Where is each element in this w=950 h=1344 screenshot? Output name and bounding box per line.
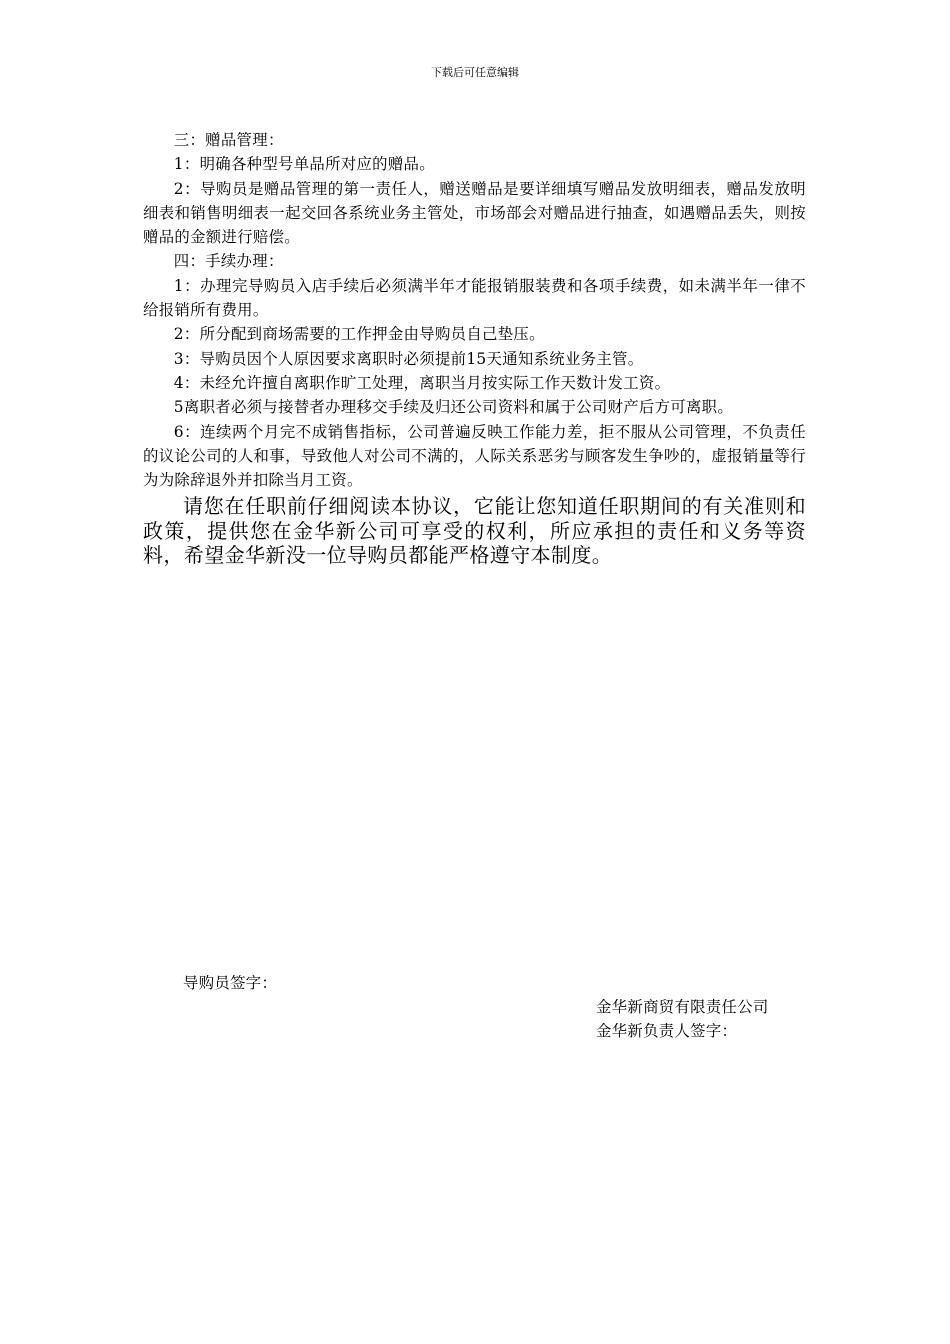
procedure-rule-3: 3：导购员因个人原因要求离职时必须提前15天通知系统业务主管。: [173, 349, 644, 368]
guide-signature-label: 导购员签字：: [183, 974, 278, 992]
gift-rule-2: 2：导购员是赠品管理的第一责任人，赠送赠品是要详细填写赠品发放明细表，赠品发放明细表和销售明细表一起交回各系统业务主管处，市场部会对赠品进行抽查，如遇赠品丢失，则按赠品的金额进行赔偿。: [143, 179, 806, 247]
procedure-rule-5: 5离职者必须与接替者办理移交手续及归还公司资料和属于公司财产后方可离职。: [173, 398, 734, 417]
section-title-procedures: 四：手续办理：: [173, 252, 284, 271]
section-title-gifts: 三：赠品管理：: [173, 131, 284, 149]
procedure-rule-2: 2：所分配到商场需要的工作押金由导购员自己垫压。: [173, 325, 545, 344]
procedure-rule-4: 4：未经允许擅自离职作旷工处理，离职当月按实际工作天数计发工资。: [173, 373, 671, 392]
procedure-rule-6: 6：连续两个月完不成销售指标，公司普遍反映工作能力差，拒不服从公司管理，不负责任的议论公司的人和事，导致他人对公司不满的，人际关系恶劣与顾客发生争吵的，虚报销量等行为为除辞退外并扣除当月工资。: [143, 422, 806, 490]
company-name: 金华新商贸有限责任公司: [596, 998, 769, 1016]
page-header-note: 下载后可任意编辑: [431, 66, 519, 79]
closing-statement: 请您在任职前仔细阅读本协议，它能让您知道任职期间的有关准则和政策，提供您在金华新公司可享受的权利，所应承担的责任和义务等资料，希望金华新没一位导购员都能严格遵守本制度。: [143, 494, 806, 568]
gift-rule-1: 1：明确各种型号单品所对应的赠品。: [173, 155, 435, 174]
document-body: [143, 128, 806, 568]
procedure-rule-1: 1：办理完导购员入店手续后必须满半年才能报销服装费和各项手续费，如未满半年一律不给报销所有费用。: [143, 276, 806, 320]
company-rep-signature-label: 金华新负责人签字：: [596, 1022, 738, 1041]
company-signature-block: [596, 995, 769, 1044]
